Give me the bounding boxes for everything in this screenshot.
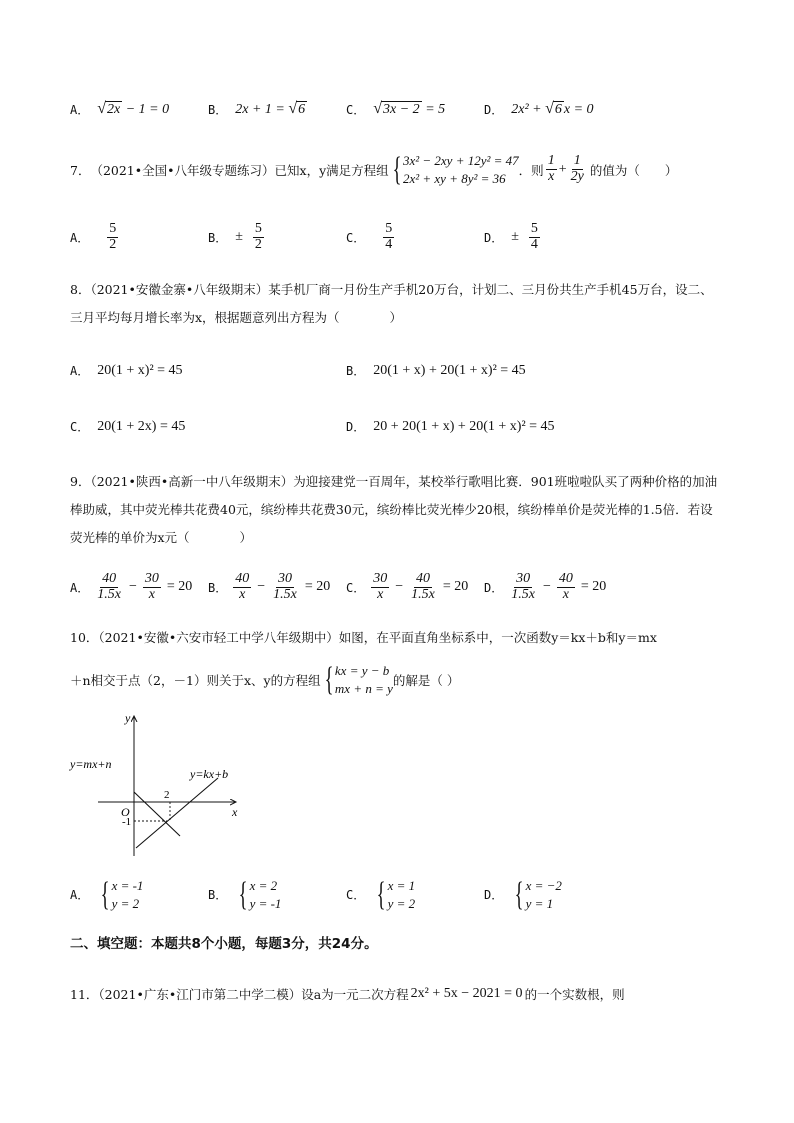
fraction (233, 572, 251, 602)
question-text: 的解是（ ） (392, 672, 460, 688)
q9-option-c[interactable] (346, 572, 468, 602)
line-label-kx-plus-b: y=kx+b (190, 767, 229, 781)
denominator: x (562, 586, 569, 602)
denominator: 4 (385, 236, 393, 252)
question-text: 的值为（ ） (589, 162, 678, 178)
option-label: A． (70, 230, 90, 245)
numerator: 30 (373, 571, 388, 586)
expression: = 20 (442, 579, 469, 595)
operator: − (542, 579, 551, 595)
q8-stem: 8．（2021•安徽金寨•八年级期末）某手机厂商一月份生产手机20万台，计划二、三月份共生产手机45万台，设二、三月平均每月增长率为x，根据题意列出方程为（ ） (70, 282, 713, 325)
denominator: 1.5x (411, 586, 435, 602)
option-label: A． (70, 364, 90, 378)
option-label: D． (484, 103, 504, 118)
option-label: C． (346, 580, 366, 595)
equation-system (511, 877, 562, 912)
equation-system (389, 152, 519, 187)
denominator: 1.5x (97, 586, 121, 602)
q9-option-b[interactable] (208, 572, 330, 602)
brace-icon: { (514, 875, 524, 913)
equation-row: x = −2 (525, 878, 562, 893)
equation-system (97, 877, 143, 912)
option-label: D． (484, 230, 504, 245)
q10-option-d[interactable] (484, 877, 562, 912)
denominator: 1.5x (511, 586, 535, 602)
expression: 20(1 + x) + 20(1 + x)² = 45 (373, 362, 526, 378)
expr-part: = 5 (421, 102, 446, 117)
expr-part: 2x + 1 = (235, 102, 289, 117)
fraction (509, 572, 537, 602)
brace-icon: { (392, 150, 402, 188)
q6-option-b[interactable] (208, 101, 307, 118)
q10-coordinate-graph (68, 706, 248, 866)
option-label: C． (70, 420, 90, 434)
fraction (143, 572, 161, 602)
option-label: C． (346, 888, 366, 903)
option-label: B． (208, 580, 228, 595)
equation-row: y = -1 (249, 895, 282, 911)
q8-option-d[interactable] (346, 418, 555, 435)
fraction (409, 572, 437, 602)
numerator: 30 (278, 571, 292, 586)
q10-stem-line1: 10．（2021•安徽•六安市轻工中学八年级期中）如图，在平面直角坐标系中，一次函数y＝kx＋b和y＝mx (70, 630, 657, 645)
radicand: 2x (107, 102, 121, 117)
expr-part: 2x² + (511, 102, 546, 117)
q10-option-a[interactable] (70, 877, 143, 912)
expression: 20(1 + x)² = 45 (97, 362, 183, 378)
operator: − (128, 579, 137, 595)
question-text: ．则 (518, 162, 544, 178)
numerator: 5 (530, 221, 538, 236)
q7-option-a[interactable] (70, 222, 120, 252)
expression: 20(1 + 2x) = 45 (97, 418, 186, 434)
equation-row: y = 2 (111, 895, 140, 911)
equation-system (235, 877, 281, 912)
equation-row: x = 2 (249, 878, 278, 893)
fraction (95, 572, 123, 602)
numerator: 30 (144, 571, 159, 586)
fraction (107, 222, 118, 252)
section-heading: 二、填空题：本题共8个小题，每题3分，共24分。 (70, 936, 378, 952)
q8-option-c[interactable] (70, 418, 185, 435)
sqrt: √ 2x (97, 100, 121, 117)
fraction (557, 572, 575, 602)
denominator: 2y (570, 169, 584, 185)
equation-row: kx = y − b (334, 663, 390, 678)
numerator: 40 (558, 571, 573, 586)
denominator: 2 (254, 236, 262, 252)
operator: − (257, 579, 266, 595)
denominator: x (239, 586, 246, 602)
expr-part: x = 0 (563, 102, 594, 117)
equation-system (373, 877, 415, 912)
numerator: 40 (102, 571, 117, 586)
operator: + (558, 161, 567, 177)
q9-stem: 9．（2021•陕西•高新一中八年级期末）为迎接建党一百周年，某校举行歌唱比赛．901班啦啦队买了两种价格的加油棒助威，其中荧光棒共花费40元，缤纷棒共花费30元，缤纷棒比荧光棒少20根，缤纷棒单价是荧光棒的1.5倍．若设荧光棒的单价为x元（ ） (70, 474, 718, 545)
radicand: 3x − 2 (383, 102, 420, 117)
line-label-mx-plus-n: y=mx+n (70, 757, 112, 771)
q9-option-a[interactable] (70, 572, 192, 602)
sign: ± (235, 229, 243, 245)
option-label: B． (208, 888, 228, 903)
q8-option-a[interactable] (70, 362, 183, 379)
expression: 20 + 20(1 + x) + 20(1 + x)² = 45 (373, 418, 555, 434)
equation: 2x² + 5x − 2021 = 0 (410, 986, 523, 1001)
numerator: 30 (516, 571, 531, 586)
sqrt: √ 6 (545, 100, 562, 117)
tick-label-x: 2 (164, 789, 170, 801)
operator: − (395, 579, 404, 595)
fraction (383, 222, 394, 252)
q6-option-d[interactable] (484, 101, 594, 118)
equation-row: y = 1 (525, 895, 554, 911)
option-label: D． (346, 420, 366, 434)
fraction (546, 154, 557, 184)
q7-stem (70, 152, 677, 187)
fraction (529, 222, 540, 252)
option-label: D． (484, 888, 504, 903)
q6-option-c[interactable] (346, 101, 445, 118)
option-label: C． (346, 230, 366, 245)
expr-part: − 1 = 0 (122, 102, 170, 117)
expression: = 20 (304, 579, 331, 595)
question-text: 11．（2021•广东•江门市第二中学二模）设a为一元二次方程 (70, 987, 409, 1002)
equation-row: 3x² − 2xy + 12y² = 47 (402, 153, 519, 168)
option-label: C． (346, 103, 366, 118)
equation-row: mx + n = y (334, 680, 393, 696)
equation-system (321, 662, 393, 697)
q7-option-d[interactable] (484, 222, 542, 252)
q7-option-c[interactable] (346, 222, 396, 252)
option-label: B． (208, 230, 228, 245)
numerator: 40 (416, 571, 430, 586)
question-text: 已知x，y满足方程组 (274, 162, 389, 178)
q10-stem-line2 (70, 662, 459, 697)
expression: = 20 (166, 579, 193, 595)
q6-option-a[interactable] (70, 101, 169, 118)
equation-row: 2x² + xy + 8y² = 36 (402, 170, 506, 186)
brace-icon: { (100, 875, 110, 913)
equation-row: x = 1 (387, 878, 416, 893)
question-source: （2021•全国•八年级专题练习） (90, 162, 275, 178)
denominator: x (377, 586, 384, 602)
equation-row: y = 2 (387, 895, 416, 911)
y-axis-label: y (125, 711, 131, 725)
numerator: 1 (573, 153, 581, 169)
sqrt: √ 6 (288, 100, 306, 117)
denominator: 2 (109, 236, 117, 252)
option-label: B． (346, 364, 366, 378)
denominator: x (548, 169, 555, 185)
numerator: 40 (235, 571, 250, 586)
radicand: 6 (298, 102, 306, 117)
fraction (569, 154, 586, 184)
option-label: A． (70, 580, 90, 595)
sqrt: √ 3x − 2 (373, 100, 420, 117)
tick-label-y: -1 (122, 816, 132, 828)
sign: ± (511, 229, 519, 245)
option-label: A． (70, 103, 90, 118)
brace-icon: { (324, 660, 334, 698)
numerator: 5 (254, 221, 262, 236)
numerator: 1 (547, 153, 555, 169)
brace-icon: { (376, 875, 386, 913)
fraction (253, 222, 264, 252)
line-kx-plus-b (136, 778, 218, 848)
option-label: A． (70, 888, 90, 903)
q10-option-b[interactable] (208, 877, 281, 912)
origin-label: O (121, 805, 130, 819)
brace-icon: { (238, 875, 248, 913)
q11-stem (70, 985, 625, 1003)
option-label: B． (208, 103, 228, 118)
question-text: ＋n相交于点（2，－1）则关于x、y的方程组 (70, 672, 321, 688)
q8-option-b[interactable] (346, 362, 526, 379)
q10-option-c[interactable] (346, 877, 415, 912)
q9-option-d[interactable] (484, 572, 606, 602)
numerator: 5 (385, 221, 393, 236)
question-text: 的一个实数根，则 (524, 987, 625, 1002)
question-number: 7． (70, 162, 91, 178)
denominator: x (148, 586, 155, 602)
radicand: 6 (554, 102, 562, 117)
denominator: 4 (530, 236, 538, 252)
q7-option-b[interactable] (208, 222, 266, 252)
fraction (271, 572, 299, 602)
fraction (371, 572, 389, 602)
x-axis-label: x (232, 805, 238, 819)
numerator: 5 (109, 221, 117, 236)
expression: = 20 (580, 579, 607, 595)
denominator: 1.5x (273, 586, 297, 602)
equation-row: x = -1 (111, 878, 144, 893)
option-label: D． (484, 580, 504, 595)
